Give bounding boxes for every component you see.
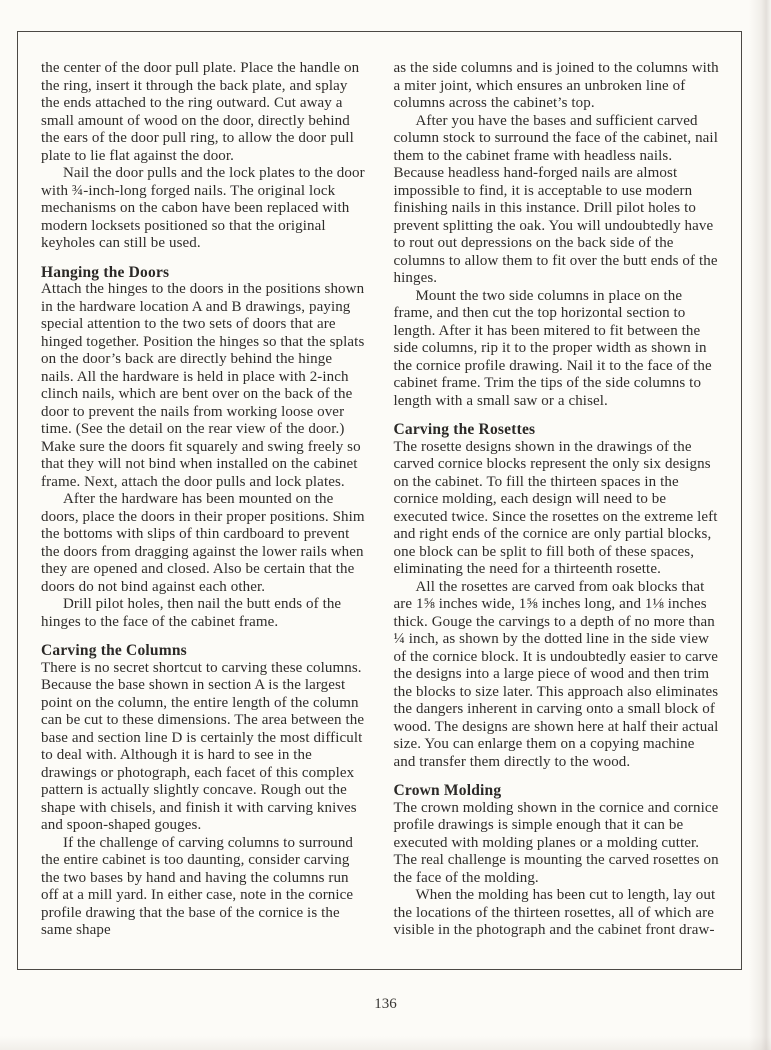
- paragraph: Attach the hinges to the doors in the positions shown in the hardware location A and B drawings, paying special attention to the two sets of doors that are hinged together. Position the hinges so that the splats on the door’s back are directly behind the hinge nails. All the hardware is held in place with 2-inch clinch nails, which are bent over on the back of the door to prevent the nails from working loose over time. (See the detail on the rear view of the door.) Make sure the doors fit squarely and swing freely so that they will not bind when installed on the cabinet frame. Next, attach the door pulls and lock plates.: [41, 281, 365, 490]
- scanned-page-right-edge: [749, 0, 771, 1050]
- paragraph: The crown molding shown in the cornice and cornice profile drawings is simple enough that it can be executed with molding planes or a molding cutter. The real challenge is mounting the carved rosettes on the face of the molding.: [393, 799, 719, 886]
- paragraph: If the challenge of carving columns to surround the entire cabinet is too daunting, consider carving the two bases by hand and having the columns run off at a mill yard. In either case, note in the cornice profile drawing that the base of the cornice is the same shape: [41, 834, 354, 938]
- right-column: [394, 60, 720, 940]
- section-heading-carving-the-rosettes: Carving the Rosettes: [393, 421, 536, 438]
- two-column-text: [41, 60, 719, 940]
- paragraph: Drill pilot holes, then nail the butt ends of the hinges to the face of the cabinet frame.: [41, 596, 342, 630]
- paragraph: There is no secret shortcut to carving these columns. Because the base shown in section A is the largest point on the column, the entire length of the column can be cut to these dimensions. The area between the base and section line D is certainly the most difficult to deal with. Although it is hard to see in the drawings or photograph, each facet of this complex pattern is actually slightly concave. Rough out the shape with chisels, and finish it with carving knives and spoon-shaped gouges.: [41, 659, 365, 833]
- page-number: 136: [374, 996, 397, 1012]
- section-heading-carving-the-columns: Carving the Columns: [41, 642, 187, 659]
- paragraph: Nail the door pulls and the lock plates to the door with ¾-inch-long forged nails. The original lock mechanisms on the cabon have been replaced with modern locksets positioned so that the original keyholes can still be used.: [41, 165, 365, 251]
- paragraph: The rosette designs shown in the drawings of the carved cornice blocks represent the only six designs on the cabinet. To fill the thirteen spaces in the cornice molding, each design will need to be executed twice. Since the rosettes on the extreme left and right ends of the cornice are only partial blocks, one block can be split to fill both of these spaces, eliminating the need for a thirteenth rosette.: [393, 438, 718, 577]
- paragraph: All the rosettes are carved from oak blocks that are 1⅝ inches wide, 1⅝ inches long, and 1⅛ inches thick. Gouge the carvings to a depth of no more than ¼ inch, as shown by the dotted line in the side view of the cornice block. It is undoubtedly easier to carve the designs into a large piece of wood and then trim the blocks to size later. This approach also eliminates the dangers inherent in carving onto a small block of wood. The designs are shown here at half their actual size. You can enlarge them on a copying machine and transfer them directly to the wood.: [393, 578, 719, 770]
- section-heading-hanging-the-doors: Hanging the Doors: [41, 263, 170, 281]
- paragraph: the center of the door pull plate. Place the handle on the ring, insert it through the back plate, and splay the ends attached to the ring outward. Cut away a small amount of wood on the door, directly behind the ears of the door pull ring, to allow the door pull plate to lie flat against the door.: [41, 60, 360, 164]
- left-column: [41, 60, 367, 940]
- paragraph: After the hardware has been mounted on the doors, place the doors in their proper positions. Shim the bottoms with slips of thin cardboard to prevent the doors from dragging against the lower rails when they are opened and closed. Also be certain that the doors do not bind against each other.: [41, 491, 365, 595]
- paragraph: as the side columns and is joined to the columns with a miter joint, which ensures an unbroken line of columns across the cabinet’s top.: [393, 60, 719, 111]
- paragraph: Mount the two side columns in place on the frame, and then cut the top horizontal section to length. After it has been mitered to fit between the side columns, rip it to the proper width as shown in the cornice profile drawing. Nail it to the face of the cabinet frame. Trim the tips of the side columns to length with a small saw or a chisel.: [393, 287, 712, 409]
- section-heading-crown-molding: Crown Molding: [393, 782, 502, 799]
- scanned-page-bottom-edge: [0, 1036, 771, 1050]
- page-border: [17, 31, 742, 970]
- paragraph: After you have the bases and sufficient carved column stock to surround the face of the cabinet, nail them to the cabinet frame with headless nails. Because headless hand-forged nails are almost impossible to find, it is acceptable to use modern finishing nails in this instance. Drill pilot holes to prevent splitting the oak. You will undoubtedly have to rout out depressions on the back side of the columns to allow them to fit over the butt ends of the hinges.: [393, 112, 718, 286]
- paragraph: When the molding has been cut to length, lay out the locations of the thirteen rosettes, all of which are visible in the photograph and the cabinet front draw-: [393, 887, 716, 938]
